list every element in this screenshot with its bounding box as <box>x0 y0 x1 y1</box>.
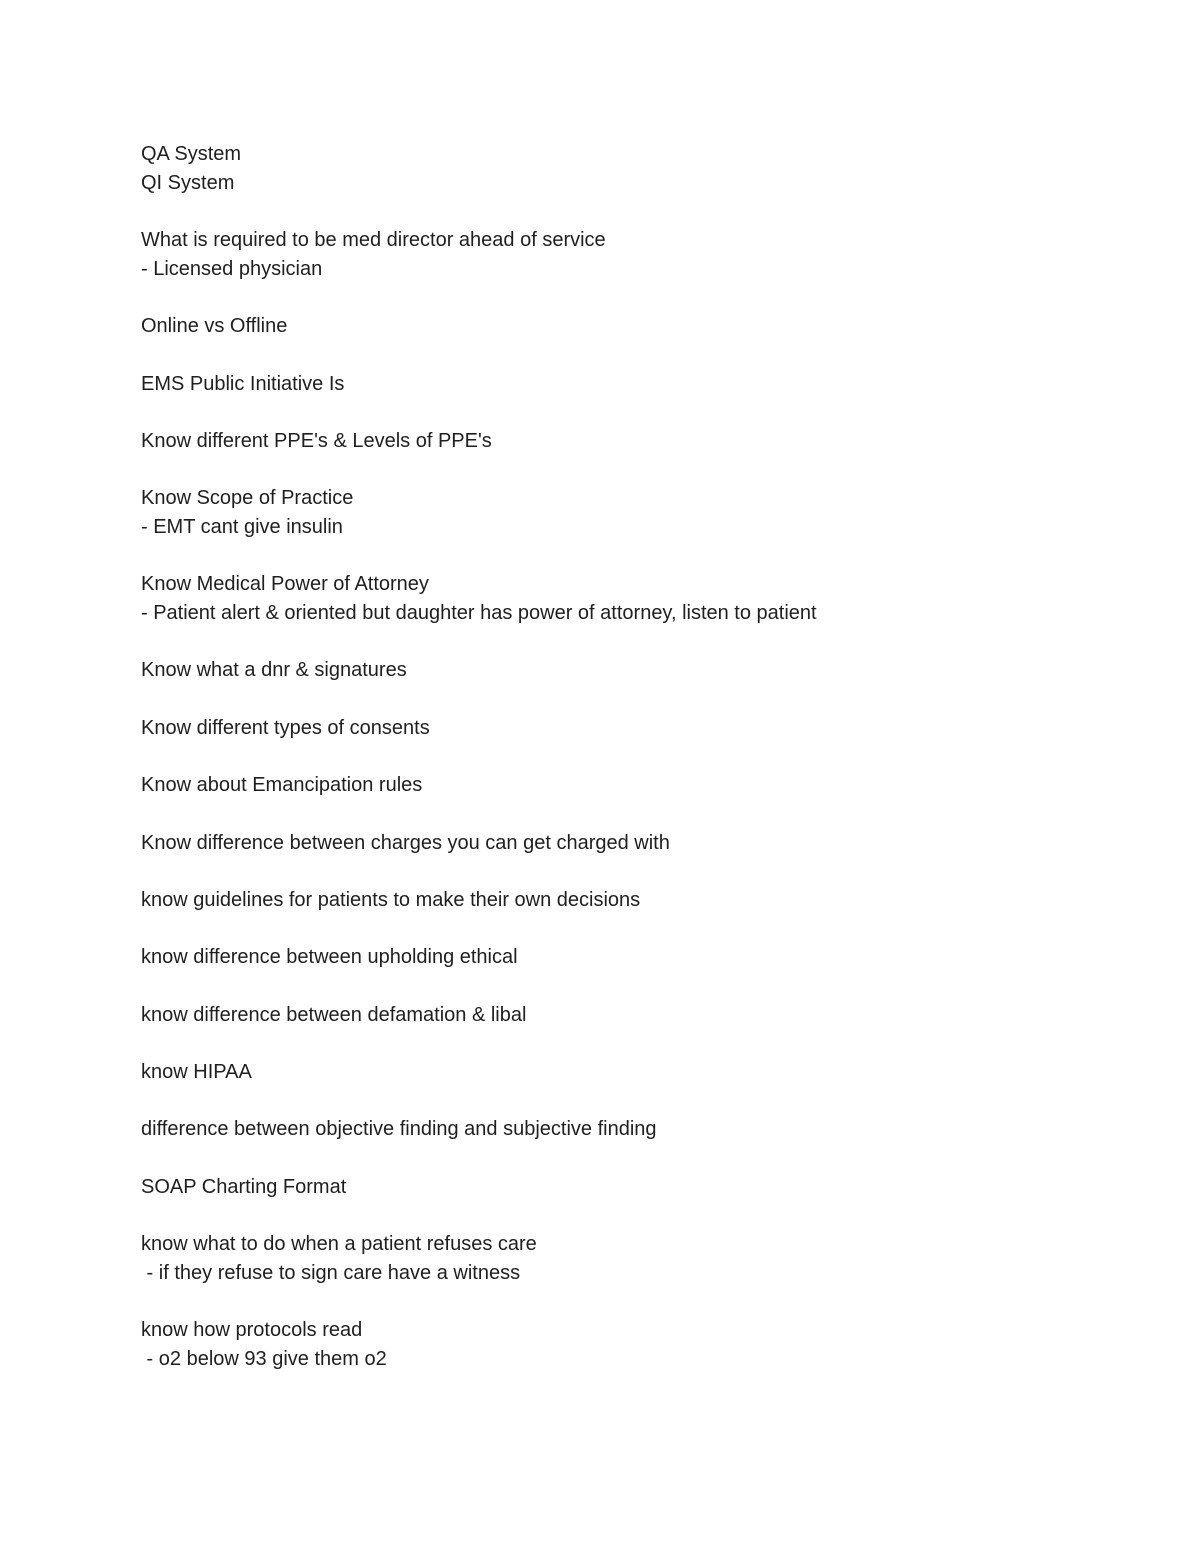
text-line: Know Scope of Practice <box>141 487 354 510</box>
text-line: - EMT cant give insulin <box>141 515 343 538</box>
text-line: Know what a dnr & signatures <box>141 659 407 682</box>
text-line: Online vs Offline <box>141 315 288 338</box>
text-line: Know difference between charges you can get charged with <box>141 831 670 854</box>
blank-line <box>141 197 1101 226</box>
text-line: What is required to be med director ahead of service <box>141 229 606 252</box>
blank-line <box>141 742 1101 771</box>
blank-line <box>141 857 1101 886</box>
text-line: EMS Public Initiative Is <box>141 372 345 395</box>
blank-line <box>141 1029 1101 1058</box>
text-line: know difference between defamation & libal <box>141 1003 527 1026</box>
text-line: QA System <box>141 143 242 165</box>
blank-line <box>141 341 1101 370</box>
blank-line <box>141 283 1101 312</box>
blank-line <box>141 628 1101 657</box>
blank-line <box>141 1087 1101 1116</box>
blank-line <box>141 456 1101 485</box>
blank-line <box>141 915 1101 944</box>
text-line: know guidelines for patients to make their own decisions <box>141 888 641 911</box>
blank-line <box>141 800 1101 829</box>
blank-line <box>141 685 1101 714</box>
blank-line <box>141 1144 1101 1173</box>
blank-line <box>141 972 1101 1001</box>
blank-line <box>141 542 1101 571</box>
text-line: Know different PPE's & Levels of PPE's <box>141 429 492 452</box>
text-line: Know Medical Power of Attorney <box>141 573 429 596</box>
blank-line <box>141 398 1101 427</box>
blank-line <box>141 1201 1101 1230</box>
text-line: - if they refuse to sign care have a witness <box>141 1261 521 1284</box>
text-line: know difference between upholding ethical <box>141 946 518 969</box>
text-line: Know about Emancipation rules <box>141 774 423 797</box>
document-body <box>141 140 1101 1374</box>
text-line: - o2 below 93 give them o2 <box>141 1347 387 1370</box>
text-line: know HIPAA <box>141 1061 252 1083</box>
text-line: - Patient alert & oriented but daughter has power of attorney, listen to patient <box>141 602 817 624</box>
text-line: - Licensed physician <box>141 257 323 280</box>
text-line: SOAP Charting Format <box>141 1175 347 1198</box>
text-line: QI System <box>141 171 235 194</box>
blank-line <box>141 1288 1101 1317</box>
text-line: difference between objective finding and subjective finding <box>141 1118 657 1141</box>
text-line: know what to do when a patient refuses care <box>141 1233 537 1256</box>
text-line: Know different types of consents <box>141 716 430 739</box>
text-line: know how protocols read <box>141 1319 363 1342</box>
